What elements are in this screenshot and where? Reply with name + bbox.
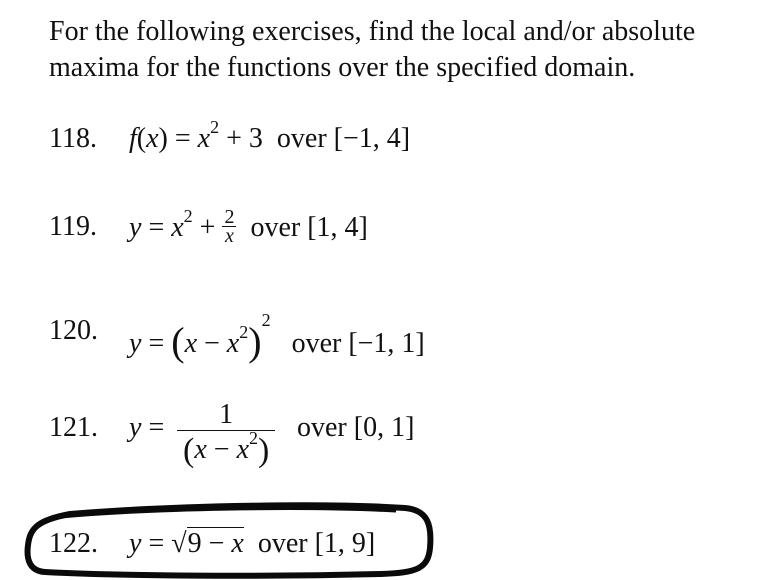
instructions-line-1: For the following exercises, find the local and/or absolute <box>49 16 696 47</box>
exercise-domain: over [0, 1] <box>297 412 415 443</box>
exercise-number: 121. <box>49 412 98 443</box>
exercise-domain: over [−1, 4] <box>276 123 411 154</box>
instructions-line-2: maxima for the functions over the specified domain. <box>49 52 636 83</box>
exercise-number: 120. <box>49 315 98 346</box>
fraction: $\frac{1}{(x - x^2)}$ <box>177 400 275 469</box>
instructions <box>49 14 769 86</box>
exercise-formula: $f(x) = x^2 + 3$ over [−1, 4] <box>129 117 411 154</box>
exercise-domain: over [−1, 1] <box>291 328 425 359</box>
exercise-formula: $y = x^2$ + $\frac{2}{x}$ over [1, 4] <box>129 205 368 247</box>
exercise-formula: y = <box>129 412 165 443</box>
exercise-formula: $y = (x - x^2)^2$ over [−1, 1] <box>129 310 425 364</box>
exercise-number: 118. <box>49 123 97 154</box>
exercise-domain: over [1, 4] <box>250 211 368 243</box>
square-root: √9 − x <box>171 528 244 559</box>
exercise-domain: over [1, 9] <box>257 528 376 559</box>
exercise-number: 119. <box>49 211 97 242</box>
fraction: $\frac{2}{x}$ <box>224 206 235 247</box>
exercise-number: 122. <box>49 528 98 559</box>
exercise-formula: y = √9 − x over [1, 9] <box>129 528 376 559</box>
